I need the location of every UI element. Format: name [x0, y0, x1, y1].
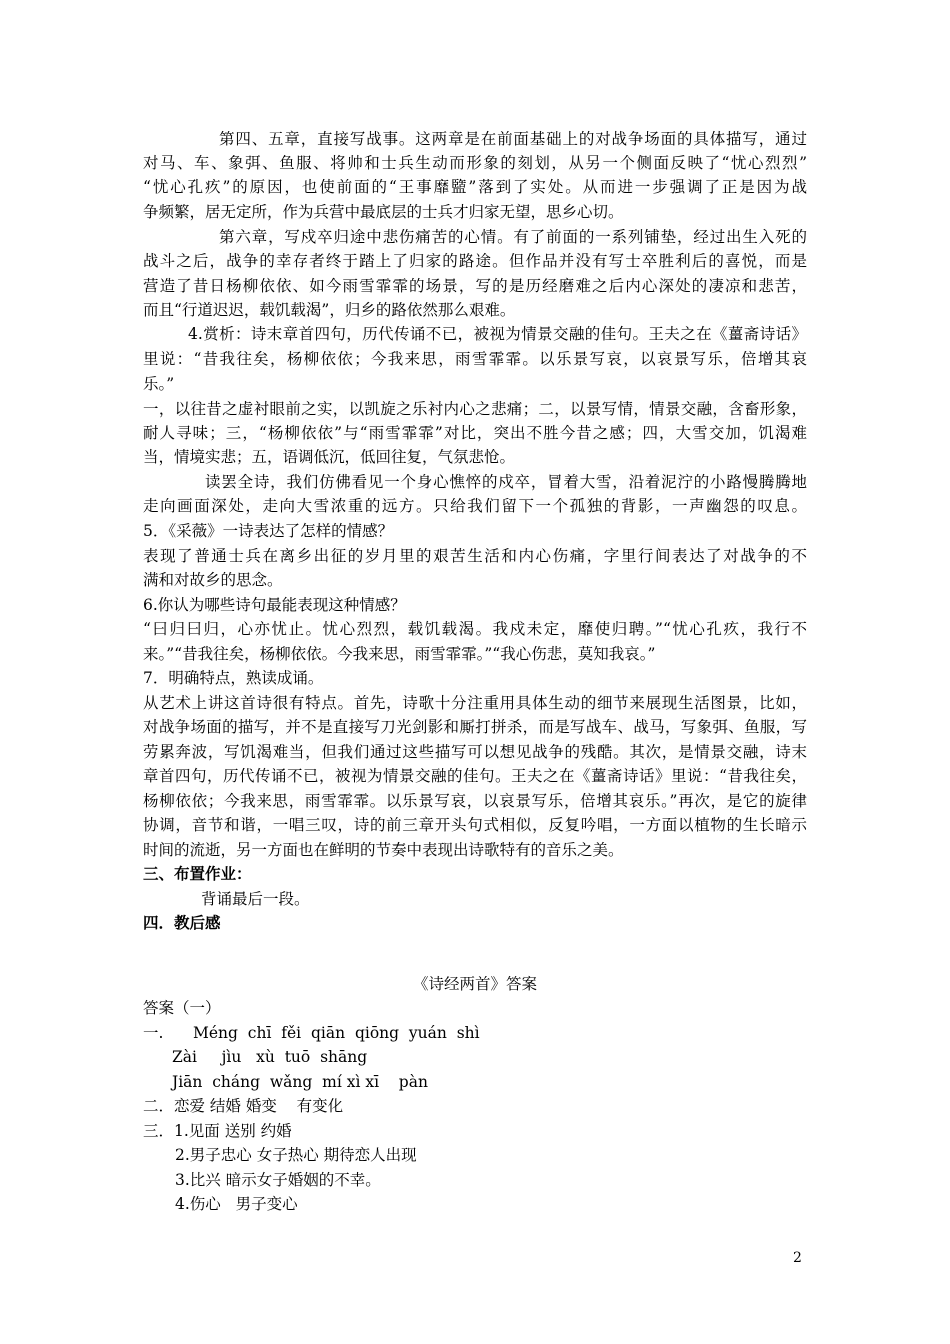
- paragraph-line: 从艺术上讲这首诗很有特点。首先，诗歌十分注重用具体生动的细节来展现生活图景，比如，: [143, 694, 807, 712]
- paragraph-line: 读罢全诗，我们仿佛看见一个身心憔悴的戍卒，冒着大雪，沿着泥泞的小路慢腾腾地: [205, 473, 807, 491]
- question-line: 6.你认为哪些诗句最能表现这种情感？: [143, 596, 406, 614]
- paragraph-line: 对马、车、象弭、鱼服、将帅和士兵生动而形象的刻划，从另一个侧面反映了“忧心烈烈”: [143, 154, 807, 172]
- paragraph-line: 耐人寻味；三，“杨柳依依”与“雨雪霏霏”对比，突出不胜今昔之感；四，大雪交加，饥渴难: [143, 424, 807, 442]
- paragraph-line: “忧心孔疚”的原因，也使前面的“王事靡盬”落到了实处。从而进一步强调了正是因为战: [143, 178, 807, 196]
- section-heading: 四．教后感: [143, 914, 221, 932]
- paragraph-line: 协调，音节和谐，一唱三叹，诗的前三章开头句式相似，反复吟唱，一方面以植物的生长暗示: [143, 816, 807, 834]
- answer-title: 《诗经两首》答案: [412, 975, 537, 993]
- paragraph-line: 战斗之后，战争的幸存者终于踏上了归家的路途。但作品并没有写士卒胜利后的喜悦，而是: [143, 252, 807, 270]
- paragraph-line: 营造了昔日杨柳依依、如今雨雪霏霏的场景，写的是历经磨难之后内心深处的凄凉和悲苦，: [143, 277, 807, 295]
- paragraph-line: 第六章，写戍卒归途中悲伤痛苦的心情。有了前面的一系列铺垫，经过出生入死的: [219, 228, 807, 246]
- paragraph-line: 来。”“昔我往矣，杨柳依依。今我来思，雨雪霏霏。”“我心伤悲，莫知我哀。”: [143, 645, 656, 663]
- paragraph-line: 争频繁，居无定所，作为兵营中最底层的士兵才归家无望，思乡心切。: [143, 203, 624, 221]
- paragraph-line: 当，情境实悲；五，语调低沉，低回往复，气氛悲怆。: [143, 448, 516, 466]
- pinyin-line: 一. Méng chī fěi qiān qiōng yuán shì: [143, 1024, 480, 1042]
- paragraph-line: 对战争场面的描写，并不是直接写刀光剑影和厮打拼杀，而是写战车、战马，写象弭、鱼服，写: [143, 718, 807, 736]
- paragraph-line: 一，以往昔之虚衬眼前之实，以凯旋之乐衬内心之悲痛；二，以景写情，情景交融，含畜形象，: [143, 400, 807, 418]
- question-line: 5．《采薇》一诗表达了怎样的情感？: [143, 522, 394, 540]
- paragraph-line: “曰归曰归，心亦忧止。忧心烈烈，载饥载渴。我戍未定，靡使归聘。”“忧心孔疚，我行不: [143, 620, 807, 638]
- answer-line: 三．1.见面 送别 约婚: [143, 1122, 292, 1140]
- paragraph-line: 乐。”: [143, 375, 175, 393]
- answer-line: 2.男子忠心 女子热心 期待恋人出现: [175, 1146, 417, 1164]
- answer-line: 二．恋爱 结婚 婚变 有变化: [143, 1097, 344, 1115]
- paragraph-line: 里说：“昔我往矣，杨柳依依；今我来思，雨雪霏霏。以乐景写哀，以哀景写乐，倍增其哀: [143, 350, 807, 368]
- paragraph-line: 第四、五章，直接写战事。这两章是在前面基础上的对战争场面的具体描写，通过: [219, 130, 807, 148]
- question-line: 7．明确特点，熟读成诵。: [143, 669, 324, 687]
- answer-line: 3.比兴 暗示女子婚姻的不幸。: [175, 1171, 381, 1189]
- paragraph-line: 杨柳依依；今我来思，雨雪霏霏。以乐景写哀，以哀景写乐，倍增其哀乐。”再次，是它的旋律: [143, 792, 807, 810]
- paragraph-line: 章首四句，历代传诵不已，被视为情景交融的佳句。王夫之在《薑斋诗话》里说：“昔我往矣，: [143, 767, 807, 785]
- section-heading: 三、布置作业：: [143, 865, 252, 883]
- paragraph-line: 满和对故乡的思念。: [143, 571, 283, 589]
- paragraph-line: 4.赏析：诗末章首四句，历代传诵不已，被视为情景交融的佳句。王夫之在《薑斋诗话》: [188, 325, 807, 343]
- paragraph-line: 劳累奔波，写饥渴难当，但我们通过这些描写可以想见战争的残酷。其次，是情景交融，诗末: [143, 743, 807, 761]
- answer-line: 4.伤心 男子变心: [175, 1195, 298, 1213]
- paragraph-line: 走向画面深处，走向大雪浓重的远方。只给我们留下一个孤独的背影，一声幽怨的叹息。: [143, 497, 807, 515]
- page-number: 2: [793, 1250, 802, 1266]
- answer-subtitle: 答案（一）: [143, 999, 221, 1017]
- paragraph-line: 表现了普通士兵在离乡出征的岁月里的艰苦生活和内心伤痛，字里行间表达了对战争的不: [143, 547, 807, 565]
- paragraph-line: 背诵最后一段。: [201, 890, 310, 908]
- paragraph-line: 而且“行道迟迟，载饥载渴”，归乡的路依然那么艰难。: [143, 301, 516, 319]
- pinyin-line: Jiān cháng wǎng mí xì xī pàn: [172, 1073, 428, 1091]
- paragraph-line: 时间的流逝，另一方面也在鲜明的节奏中表现出诗歌特有的音乐之美。: [143, 841, 624, 859]
- pinyin-line: Zài jìu xù tuō shāng: [172, 1048, 368, 1066]
